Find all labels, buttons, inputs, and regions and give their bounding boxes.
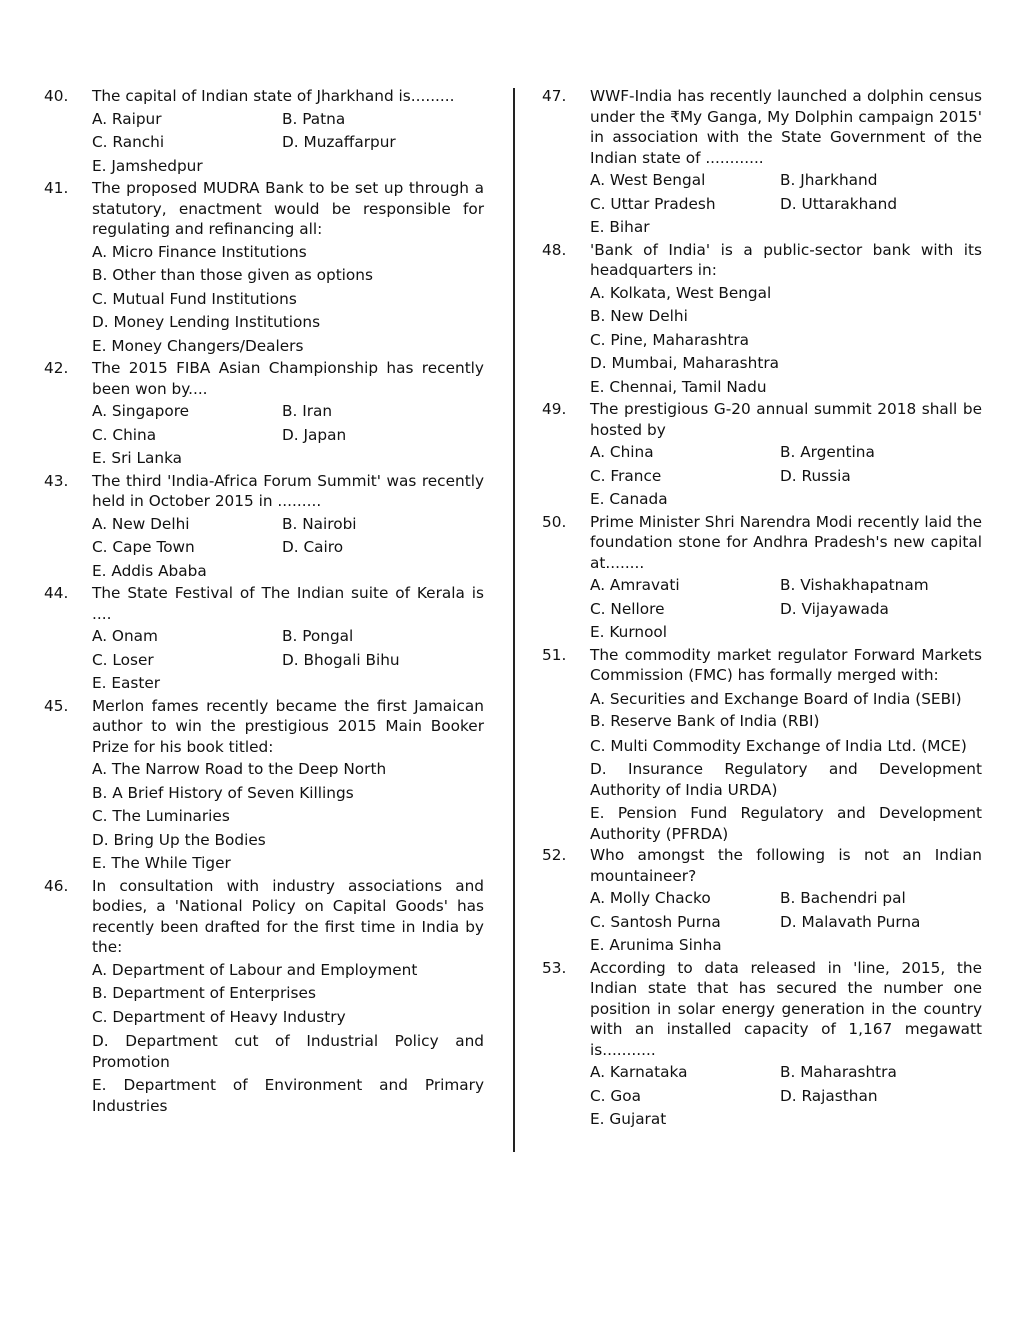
answer-option: A. Onam bbox=[92, 627, 158, 645]
question-text: The prestigious G-20 annual summit 2018 shall be hosted by bbox=[590, 400, 982, 439]
answer-option: C. Pine, Maharashtra bbox=[590, 330, 750, 349]
options-list bbox=[590, 169, 982, 240]
question-text: The 2015 FIBA Asian Championship has recently been won by.... bbox=[92, 359, 484, 398]
answer-option: C. France bbox=[590, 466, 662, 485]
question-number: 50. bbox=[542, 512, 567, 531]
question-body bbox=[590, 645, 982, 846]
answer-option: B. Bachendri pal bbox=[780, 889, 906, 907]
answer-option: B. Maharashtra bbox=[780, 1063, 897, 1081]
options-list bbox=[590, 1061, 982, 1132]
answer-option: A. Kolkata, West Bengal bbox=[590, 283, 772, 302]
question-text: The commodity market regulator Forward Markets Commission (FMC) has formally merged with: bbox=[590, 645, 982, 684]
answer-option: C. Goa bbox=[590, 1086, 641, 1105]
answer-option: B. Department of Enterprises bbox=[92, 984, 316, 1002]
options-list bbox=[590, 441, 982, 512]
question-text: In consultation with industry associations and bodies, a 'National Policy on Capital Goods' has recently been drafted for the first time in India by the: bbox=[92, 876, 484, 956]
question-item bbox=[44, 86, 484, 178]
options-list bbox=[590, 574, 982, 645]
answer-option: C. China bbox=[92, 425, 157, 444]
question-body bbox=[590, 86, 982, 240]
answer-option: C. Multi Commodity Exchange of India Ltd. (MCE) bbox=[590, 736, 967, 755]
answer-option: B. Reserve Bank of India (RBI) bbox=[590, 712, 820, 730]
question-item bbox=[542, 958, 982, 1132]
question-item bbox=[542, 512, 982, 645]
question-number: 40. bbox=[44, 87, 69, 105]
answer-option: C. Ranchi bbox=[92, 133, 165, 151]
question-text: WWF-India has recently launched a dolphin census under the ₹My Ganga, My Dolphin campaign 2015' in association with the State Government of the Indian state of ............ bbox=[590, 87, 982, 167]
options-list bbox=[92, 241, 484, 359]
question-item bbox=[44, 583, 484, 696]
answer-option: C. The Luminaries bbox=[92, 807, 230, 825]
answer-option: B. A Brief History of Seven Killings bbox=[92, 783, 354, 802]
answer-option: D. Russia bbox=[780, 466, 851, 485]
answer-option: D. Department cut of Industrial Policy and Promotion bbox=[92, 1032, 484, 1071]
question-number: 43. bbox=[44, 471, 69, 490]
question-number: 45. bbox=[44, 696, 69, 715]
options-list bbox=[92, 959, 484, 1118]
answer-option: B. Nairobi bbox=[282, 514, 357, 533]
answer-option: A. Raipur bbox=[92, 109, 162, 128]
question-item bbox=[44, 876, 484, 1118]
answer-option: D. Bring Up the Bodies bbox=[92, 830, 266, 849]
answer-option: A. Department of Labour and Employment bbox=[92, 960, 418, 979]
answer-option: E. Arunima Sinha bbox=[590, 936, 722, 954]
left-column bbox=[44, 86, 484, 1117]
question-item bbox=[542, 845, 982, 958]
question-number: 47. bbox=[542, 87, 567, 105]
question-text: The proposed MUDRA Bank to be set up through a statutory, enactment would be responsible for regulating and refinancing all: bbox=[92, 179, 484, 238]
question-item bbox=[542, 240, 982, 400]
question-number: 51. bbox=[542, 645, 567, 664]
right-column bbox=[542, 86, 982, 1132]
answer-option: D. Muzaffarpur bbox=[282, 133, 396, 151]
question-number: 46. bbox=[44, 876, 69, 895]
question-text: The third 'India-Africa Forum Summit' was recently held in October 2015 in ......... bbox=[92, 471, 484, 510]
question-number: 49. bbox=[542, 400, 567, 418]
answer-option: B. Patna bbox=[282, 109, 346, 128]
answer-option: D. Insurance Regulatory and Development Authority of India URDA) bbox=[590, 760, 982, 799]
question-body bbox=[590, 958, 982, 1132]
question-body bbox=[590, 845, 982, 958]
options-list bbox=[590, 887, 982, 958]
options-list bbox=[590, 687, 982, 846]
answer-option: E. Money Changers/Dealers bbox=[92, 336, 304, 355]
answer-option: B. Vishakhapatnam bbox=[780, 576, 929, 594]
answer-option: C. Nellore bbox=[590, 599, 665, 618]
options-list bbox=[92, 625, 484, 696]
answer-option: B. Iran bbox=[282, 402, 333, 420]
answer-option: D. Cairo bbox=[282, 538, 344, 556]
question-body bbox=[92, 471, 484, 584]
answer-option: D. Bhogali Bihu bbox=[282, 650, 400, 669]
answer-option: D. Mumbai, Maharashtra bbox=[590, 354, 779, 372]
question-item bbox=[44, 358, 484, 471]
answer-option: A. New Delhi bbox=[92, 514, 190, 533]
question-body bbox=[590, 512, 982, 645]
options-list bbox=[92, 758, 484, 876]
question-text: The capital of Indian state of Jharkhand is......... bbox=[92, 87, 455, 105]
answer-option: B. New Delhi bbox=[590, 307, 688, 325]
question-text: According to data released in 'line, 2015, the Indian state that has secured the number one position in solar energy generation in the country with an installed capacity of 1,167 megawatt is........... bbox=[590, 958, 982, 1059]
answer-option: A. Karnataka bbox=[590, 1063, 688, 1081]
answer-option: E. Jamshedpur bbox=[92, 156, 203, 175]
answer-option: D. Uttarakhand bbox=[780, 194, 898, 213]
question-body bbox=[590, 240, 982, 400]
question-item bbox=[44, 471, 484, 584]
answer-option: E. Bihar bbox=[590, 218, 650, 236]
question-text: 'Bank of India' is a public-sector bank with its headquarters in: bbox=[590, 240, 982, 279]
options-list bbox=[590, 282, 982, 400]
question-item bbox=[44, 178, 484, 358]
answer-option: E. Chennai, Tamil Nadu bbox=[590, 377, 767, 396]
answer-option: D. Malavath Purna bbox=[780, 912, 921, 931]
options-list bbox=[92, 513, 484, 584]
question-text: Merlon fames recently became the first Jamaican author to win the prestigious 2015 Main Booker Prize for his book titled: bbox=[92, 696, 484, 756]
answer-option: A. The Narrow Road to the Deep North bbox=[92, 760, 387, 778]
question-body bbox=[590, 399, 982, 512]
question-body bbox=[92, 876, 484, 1118]
answer-option: B. Jharkhand bbox=[780, 171, 878, 189]
question-body bbox=[92, 696, 484, 876]
question-number: 44. bbox=[44, 584, 69, 602]
answer-option: C. Santosh Purna bbox=[590, 912, 721, 931]
question-number: 48. bbox=[542, 240, 567, 259]
options-list bbox=[92, 108, 484, 179]
question-number: 52. bbox=[542, 846, 567, 864]
answer-option: E. Gujarat bbox=[590, 1110, 667, 1128]
question-text: Prime Minister Shri Narendra Modi recently laid the foundation stone for Andhra Pradesh's new capital at........ bbox=[590, 512, 982, 572]
answer-option: C. Mutual Fund Institutions bbox=[92, 289, 297, 308]
answer-option: A. Molly Chacko bbox=[590, 889, 711, 907]
options-list bbox=[92, 400, 484, 471]
question-item bbox=[542, 399, 982, 512]
answer-option: A. Singapore bbox=[92, 402, 190, 420]
answer-option: B. Pongal bbox=[282, 627, 354, 645]
answer-option: C. Loser bbox=[92, 650, 154, 669]
answer-option: C. Cape Town bbox=[92, 538, 195, 556]
answer-option: D. Money Lending Institutions bbox=[92, 313, 321, 331]
question-body bbox=[92, 86, 484, 178]
column-divider bbox=[513, 88, 515, 1152]
question-number: 42. bbox=[44, 359, 69, 377]
answer-option: A. West Bengal bbox=[590, 171, 706, 189]
question-text: Who amongst the following is not an Indian mountaineer? bbox=[590, 846, 982, 885]
answer-option: B. Other than those given as options bbox=[92, 266, 373, 284]
question-item bbox=[542, 86, 982, 240]
answer-option: E. Pension Fund Regulatory and Development Authority (PFRDA) bbox=[590, 804, 982, 843]
question-item bbox=[542, 645, 982, 846]
question-body bbox=[92, 178, 484, 358]
answer-option: E. Addis Ababa bbox=[92, 561, 207, 580]
question-number: 53. bbox=[542, 958, 567, 977]
answer-option: D. Vijayawada bbox=[780, 599, 889, 618]
answer-option: A. Amravati bbox=[590, 576, 680, 594]
answer-option: C. Uttar Pradesh bbox=[590, 194, 716, 213]
answer-option: C. Department of Heavy Industry bbox=[92, 1007, 346, 1026]
question-item bbox=[44, 696, 484, 876]
answer-option: E. Department of Environment and Primary Industries bbox=[92, 1076, 484, 1115]
answer-option: A. China bbox=[590, 443, 654, 461]
answer-option: E. Kurnool bbox=[590, 623, 668, 641]
answer-option: B. Argentina bbox=[780, 443, 875, 461]
answer-option: D. Japan bbox=[282, 425, 347, 444]
answer-option: D. Rajasthan bbox=[780, 1086, 878, 1105]
answer-option: E. Sri Lanka bbox=[92, 449, 183, 467]
answer-option: E. Canada bbox=[590, 490, 668, 508]
question-number: 41. bbox=[44, 179, 69, 197]
answer-option: E. Easter bbox=[92, 674, 161, 692]
question-body bbox=[92, 583, 484, 696]
answer-option: E. The While Tiger bbox=[92, 854, 231, 872]
answer-option: A. Micro Finance Institutions bbox=[92, 242, 307, 261]
answer-option: A. Securities and Exchange Board of India (SEBI) bbox=[590, 689, 962, 708]
question-text: The State Festival of The Indian suite of Kerala is .... bbox=[92, 584, 484, 623]
question-body bbox=[92, 358, 484, 471]
